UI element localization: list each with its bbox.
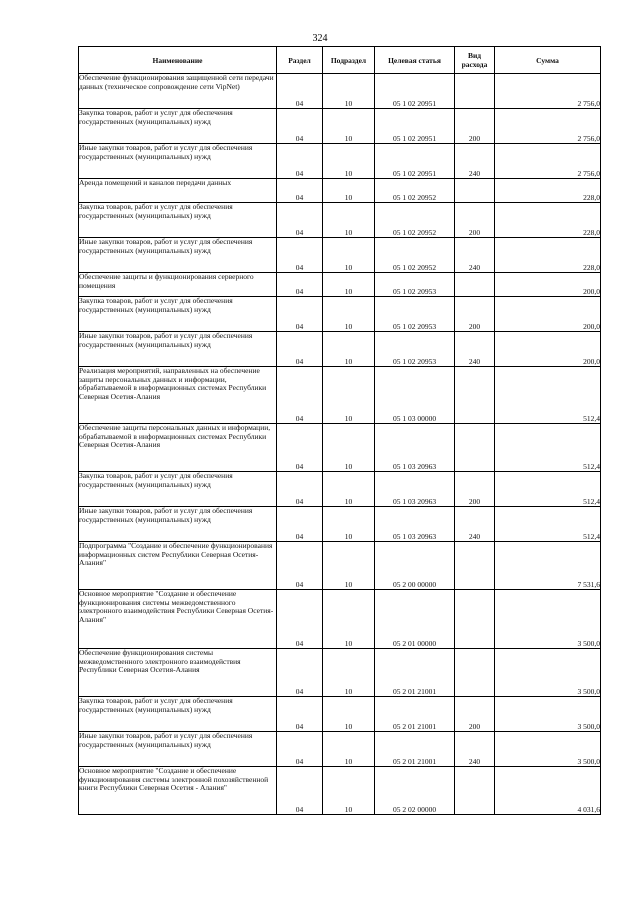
table-row — [79, 332, 601, 367]
row-subsection: 10 — [323, 424, 375, 472]
row-type: 200 — [455, 203, 495, 238]
table-row — [79, 697, 601, 732]
header-section: Раздел — [277, 47, 323, 74]
row-sum: 3 500,0 — [495, 649, 601, 697]
row-section: 04 — [277, 649, 323, 697]
row-target: 05 1 03 00000 — [375, 367, 455, 424]
row-sum: 512,4 — [495, 507, 601, 542]
row-target: 05 2 01 21001 — [375, 732, 455, 767]
row-section: 04 — [277, 507, 323, 542]
table-row — [79, 238, 601, 273]
row-type — [455, 74, 495, 109]
row-section: 04 — [277, 332, 323, 367]
row-section: 04 — [277, 297, 323, 332]
row-target: 05 1 02 20951 — [375, 74, 455, 109]
row-sum: 2 756,0 — [495, 109, 601, 144]
row-sum: 2 756,0 — [495, 74, 601, 109]
table-row — [79, 179, 601, 203]
row-type: 200 — [455, 297, 495, 332]
row-section: 04 — [277, 238, 323, 273]
row-target: 05 1 02 20953 — [375, 273, 455, 297]
row-name: Закупка товаров, работ и услуг для обеспечения государственных (муниципальных) нужд — [79, 472, 277, 507]
row-subsection: 10 — [323, 649, 375, 697]
row-section: 04 — [277, 203, 323, 238]
row-target: 05 1 02 20953 — [375, 297, 455, 332]
row-name: Закупка товаров, работ и услуг для обеспечения государственных (муниципальных) нужд — [79, 203, 277, 238]
row-name: Аренда помещений и каналов передачи данных — [79, 179, 277, 203]
table-row — [79, 590, 601, 649]
header-target: Целевая статья — [375, 47, 455, 74]
row-section: 04 — [277, 732, 323, 767]
row-sum: 200,0 — [495, 273, 601, 297]
row-target: 05 1 02 20952 — [375, 179, 455, 203]
row-subsection: 10 — [323, 732, 375, 767]
row-type — [455, 273, 495, 297]
table-row — [79, 767, 601, 815]
row-sum: 3 500,0 — [495, 732, 601, 767]
row-subsection: 10 — [323, 590, 375, 649]
row-type — [455, 179, 495, 203]
header-subsection: Подраздел — [323, 47, 375, 74]
row-sum: 512,4 — [495, 472, 601, 507]
row-subsection: 10 — [323, 179, 375, 203]
row-subsection: 10 — [323, 297, 375, 332]
row-name: Реализация мероприятий, направленных на обеспечение защиты персональных данных и информации, обрабатываемой в информационных системах Республики Северная Осетия-Алания — [79, 367, 277, 424]
row-name: Основное мероприятие "Создание и обеспечение функционирования системы электронной похозяйственной книги Республики Северная Осетия - Алания" — [79, 767, 277, 815]
row-section: 04 — [277, 767, 323, 815]
table-row — [79, 732, 601, 767]
row-section: 04 — [277, 542, 323, 590]
row-target: 05 2 01 21001 — [375, 697, 455, 732]
row-subsection: 10 — [323, 767, 375, 815]
row-sum: 200,0 — [495, 332, 601, 367]
table-row — [79, 144, 601, 179]
table-header-row — [79, 47, 601, 74]
row-subsection: 10 — [323, 144, 375, 179]
row-name: Иные закупки товаров, работ и услуг для обеспечения государственных (муниципальных) нужд — [79, 332, 277, 367]
table-row — [79, 649, 601, 697]
row-sum: 4 031,6 — [495, 767, 601, 815]
row-name: Обеспечение функционирования защищенной сети передачи данных (техническое сопровождение сети VipNet) — [79, 74, 277, 109]
row-target: 05 1 02 20951 — [375, 144, 455, 179]
row-subsection: 10 — [323, 332, 375, 367]
row-subsection: 10 — [323, 109, 375, 144]
row-sum: 228,0 — [495, 238, 601, 273]
row-section: 04 — [277, 472, 323, 507]
row-section: 04 — [277, 74, 323, 109]
row-name: Обеспечение защиты персональных данных и информации, обрабатываемой в информационных системах Республики Северная Осетия-Алания — [79, 424, 277, 472]
page-number: 324 — [312, 33, 328, 44]
row-target: 05 2 01 21001 — [375, 649, 455, 697]
row-type — [455, 590, 495, 649]
row-type — [455, 367, 495, 424]
header-type: Вид расхода — [455, 47, 495, 74]
row-section: 04 — [277, 109, 323, 144]
row-subsection: 10 — [323, 472, 375, 507]
row-section: 04 — [277, 424, 323, 472]
row-type: 200 — [455, 472, 495, 507]
row-subsection: 10 — [323, 367, 375, 424]
row-type: 200 — [455, 109, 495, 144]
row-name: Иные закупки товаров, работ и услуг для обеспечения государственных (муниципальных) нужд — [79, 238, 277, 273]
row-section: 04 — [277, 144, 323, 179]
row-subsection: 10 — [323, 697, 375, 732]
row-target: 05 1 02 20951 — [375, 109, 455, 144]
row-name: Подпрограмма "Создание и обеспечение функционирования информационных систем Республики Северная Осетия-Алания" — [79, 542, 277, 590]
row-type: 240 — [455, 332, 495, 367]
row-sum: 3 500,0 — [495, 590, 601, 649]
row-name: Обеспечение защиты и функционирования серверного помещения — [79, 273, 277, 297]
row-section: 04 — [277, 367, 323, 424]
row-target: 05 1 03 20963 — [375, 507, 455, 542]
row-name: Закупка товаров, работ и услуг для обеспечения государственных (муниципальных) нужд — [79, 697, 277, 732]
row-target: 05 1 02 20953 — [375, 332, 455, 367]
row-name: Закупка товаров, работ и услуг для обеспечения государственных (муниципальных) нужд — [79, 297, 277, 332]
row-section: 04 — [277, 697, 323, 732]
row-sum: 3 500,0 — [495, 697, 601, 732]
row-type: 240 — [455, 144, 495, 179]
row-name: Основное мероприятие "Создание и обеспечение функционирования системы межведомственного электронного взаимодействия Республики Северная Осетия-Алания" — [79, 590, 277, 649]
row-subsection: 10 — [323, 74, 375, 109]
row-type — [455, 767, 495, 815]
table-row — [79, 109, 601, 144]
row-target: 05 2 00 00000 — [375, 542, 455, 590]
table-row — [79, 542, 601, 590]
row-sum: 512,4 — [495, 424, 601, 472]
table-row — [79, 424, 601, 472]
row-target: 05 2 01 00000 — [375, 590, 455, 649]
row-name: Иные закупки товаров, работ и услуг для обеспечения государственных (муниципальных) нужд — [79, 144, 277, 179]
row-subsection: 10 — [323, 507, 375, 542]
row-type: 200 — [455, 697, 495, 732]
row-type: 240 — [455, 238, 495, 273]
row-type: 240 — [455, 507, 495, 542]
row-sum: 2 756,0 — [495, 144, 601, 179]
row-target: 05 2 02 00000 — [375, 767, 455, 815]
row-name: Иные закупки товаров, работ и услуг для обеспечения государственных (муниципальных) нужд — [79, 732, 277, 767]
row-section: 04 — [277, 590, 323, 649]
header-name: Наименование — [79, 47, 277, 74]
table-row — [79, 367, 601, 424]
table-row — [79, 273, 601, 297]
table-row — [79, 297, 601, 332]
row-target: 05 1 03 20963 — [375, 424, 455, 472]
row-type: 240 — [455, 732, 495, 767]
table-row — [79, 507, 601, 542]
row-name: Закупка товаров, работ и услуг для обеспечения государственных (муниципальных) нужд — [79, 109, 277, 144]
row-name: Обеспечение функционирования системы межведомственного электронного взаимодействия Республики Северная Осетия-Алания — [79, 649, 277, 697]
row-sum: 7 531,6 — [495, 542, 601, 590]
row-sum: 200,0 — [495, 297, 601, 332]
row-type — [455, 649, 495, 697]
table-row — [79, 203, 601, 238]
row-subsection: 10 — [323, 203, 375, 238]
table-row — [79, 74, 601, 109]
row-target: 05 1 03 20963 — [375, 472, 455, 507]
row-type — [455, 424, 495, 472]
table-row — [79, 472, 601, 507]
row-section: 04 — [277, 179, 323, 203]
row-target: 05 1 02 20952 — [375, 203, 455, 238]
row-sum: 228,0 — [495, 179, 601, 203]
budget-table — [78, 46, 601, 815]
row-target: 05 1 02 20952 — [375, 238, 455, 273]
row-name: Иные закупки товаров, работ и услуг для обеспечения государственных (муниципальных) нужд — [79, 507, 277, 542]
header-sum: Сумма — [495, 47, 601, 74]
row-section: 04 — [277, 273, 323, 297]
row-subsection: 10 — [323, 273, 375, 297]
row-type — [455, 542, 495, 590]
row-subsection: 10 — [323, 238, 375, 273]
row-sum: 512,4 — [495, 367, 601, 424]
row-sum: 228,0 — [495, 203, 601, 238]
row-subsection: 10 — [323, 542, 375, 590]
